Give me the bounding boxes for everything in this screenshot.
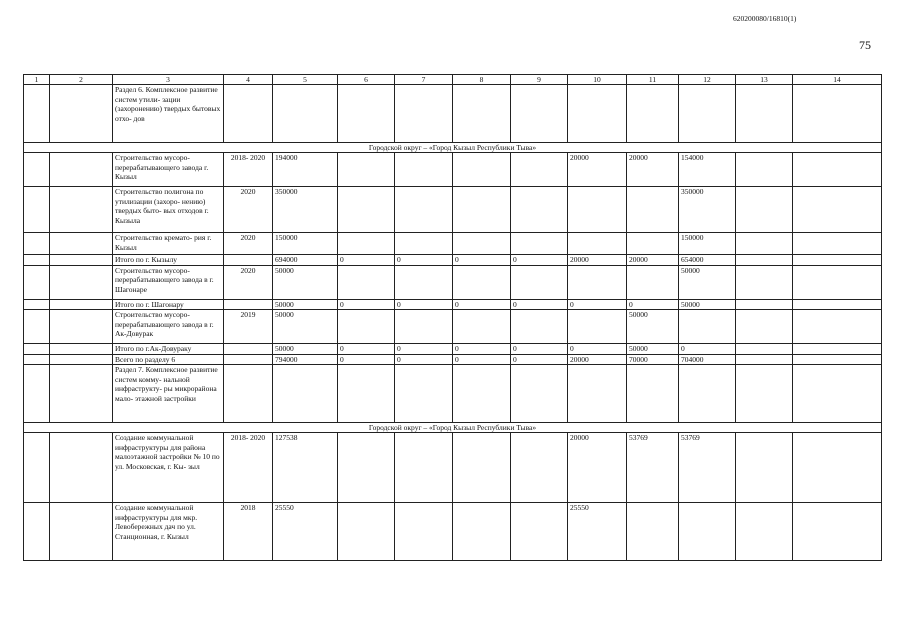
value-cell: 0 bbox=[568, 344, 627, 355]
value-cell: 694000 bbox=[273, 255, 338, 266]
empty-cell bbox=[736, 299, 793, 310]
header-cell: 2 bbox=[50, 75, 113, 85]
value-cell: 154000 bbox=[679, 153, 736, 187]
row-label: Создание коммунальной инфраструктуры для района малоэтажной застройки № 10 по ул. Московская, г. Кы- зыл bbox=[113, 433, 224, 503]
value-cell bbox=[568, 187, 627, 233]
value-cell: 0 bbox=[338, 354, 395, 365]
empty-cell bbox=[338, 365, 395, 423]
header-cell: 6 bbox=[338, 75, 395, 85]
value-cell: 53769 bbox=[679, 433, 736, 503]
value-cell: 0 bbox=[511, 255, 568, 266]
value-cell: 0 bbox=[511, 344, 568, 355]
value-cell bbox=[338, 433, 395, 503]
empty-cell bbox=[50, 344, 113, 355]
empty-cell bbox=[736, 153, 793, 187]
empty-cell bbox=[793, 310, 882, 344]
header-cell: 14 bbox=[793, 75, 882, 85]
table-row bbox=[24, 310, 882, 344]
value-cell: 2018 bbox=[224, 503, 273, 561]
value-cell bbox=[511, 310, 568, 344]
empty-cell bbox=[793, 299, 882, 310]
empty-cell bbox=[24, 85, 50, 143]
row-label: Строительство полигона по утилизации (захоро- нению) твердых быто- вых отходов г. Кызыла bbox=[113, 187, 224, 233]
section-title-row bbox=[24, 85, 882, 143]
value-cell: 50000 bbox=[273, 265, 338, 299]
empty-cell bbox=[50, 85, 113, 143]
empty-cell bbox=[736, 85, 793, 143]
value-cell: 20000 bbox=[627, 255, 679, 266]
value-cell bbox=[568, 265, 627, 299]
value-cell bbox=[453, 187, 511, 233]
value-cell: 654000 bbox=[679, 255, 736, 266]
empty-cell bbox=[627, 85, 679, 143]
empty-cell bbox=[50, 433, 113, 503]
value-cell: 20000 bbox=[568, 433, 627, 503]
empty-cell bbox=[793, 265, 882, 299]
value-cell bbox=[224, 344, 273, 355]
value-cell: 50000 bbox=[679, 265, 736, 299]
value-cell: 0 bbox=[453, 354, 511, 365]
value-cell: 2020 bbox=[224, 233, 273, 255]
value-cell: 0 bbox=[679, 344, 736, 355]
value-cell: 350000 bbox=[679, 187, 736, 233]
header-cell: 10 bbox=[568, 75, 627, 85]
table-row bbox=[24, 299, 882, 310]
value-cell bbox=[338, 233, 395, 255]
value-cell: 0 bbox=[338, 299, 395, 310]
value-cell bbox=[224, 299, 273, 310]
header-cell: 11 bbox=[627, 75, 679, 85]
empty-cell bbox=[24, 310, 50, 344]
value-cell: 50000 bbox=[273, 310, 338, 344]
value-cell bbox=[453, 310, 511, 344]
empty-cell bbox=[736, 265, 793, 299]
empty-cell bbox=[273, 365, 338, 423]
empty-cell bbox=[793, 255, 882, 266]
value-cell bbox=[568, 233, 627, 255]
value-cell bbox=[395, 433, 453, 503]
value-cell: 20000 bbox=[568, 255, 627, 266]
row-label: Всего по разделу 6 bbox=[113, 354, 224, 365]
value-cell: 2018- 2020 bbox=[224, 433, 273, 503]
value-cell: 350000 bbox=[273, 187, 338, 233]
empty-cell bbox=[568, 85, 627, 143]
empty-cell bbox=[736, 433, 793, 503]
empty-cell bbox=[224, 85, 273, 143]
header-cell: 1 bbox=[24, 75, 50, 85]
header-cell: 7 bbox=[395, 75, 453, 85]
value-cell bbox=[511, 187, 568, 233]
empty-cell bbox=[736, 344, 793, 355]
value-cell: 194000 bbox=[273, 153, 338, 187]
header-row bbox=[24, 75, 882, 85]
value-cell bbox=[453, 233, 511, 255]
row-label: Итого по г. Шагонару bbox=[113, 299, 224, 310]
value-cell bbox=[679, 310, 736, 344]
empty-cell bbox=[50, 503, 113, 561]
header-cell: 3 bbox=[113, 75, 224, 85]
table-row bbox=[24, 354, 882, 365]
value-cell: 0 bbox=[395, 354, 453, 365]
value-cell bbox=[453, 503, 511, 561]
empty-cell bbox=[793, 85, 882, 143]
empty-cell bbox=[793, 354, 882, 365]
empty-cell bbox=[453, 365, 511, 423]
value-cell: 20000 bbox=[568, 153, 627, 187]
empty-cell bbox=[793, 153, 882, 187]
value-cell bbox=[338, 310, 395, 344]
empty-cell bbox=[793, 344, 882, 355]
empty-cell bbox=[395, 85, 453, 143]
value-cell bbox=[511, 503, 568, 561]
empty-cell bbox=[453, 85, 511, 143]
district-row bbox=[24, 143, 882, 153]
empty-cell bbox=[338, 85, 395, 143]
empty-cell bbox=[24, 255, 50, 266]
page-number: 75 bbox=[859, 38, 871, 52]
value-cell: 70000 bbox=[627, 354, 679, 365]
value-cell: 0 bbox=[511, 354, 568, 365]
value-cell: 0 bbox=[568, 299, 627, 310]
value-cell: 25550 bbox=[273, 503, 338, 561]
table-row bbox=[24, 265, 882, 299]
value-cell bbox=[627, 503, 679, 561]
value-cell: 50000 bbox=[273, 344, 338, 355]
header-cell: 13 bbox=[736, 75, 793, 85]
value-cell: 53769 bbox=[627, 433, 679, 503]
value-cell bbox=[453, 265, 511, 299]
empty-cell bbox=[679, 85, 736, 143]
value-cell bbox=[338, 187, 395, 233]
row-label: Строительство мусоро- перерабатывающего завода в г. Шагонаре bbox=[113, 265, 224, 299]
table-row bbox=[24, 153, 882, 187]
empty-cell bbox=[24, 365, 50, 423]
value-cell bbox=[679, 503, 736, 561]
value-cell: 150000 bbox=[679, 233, 736, 255]
value-cell: 704000 bbox=[679, 354, 736, 365]
value-cell: 2019 bbox=[224, 310, 273, 344]
empty-cell bbox=[511, 365, 568, 423]
empty-cell bbox=[50, 354, 113, 365]
document-number: 620200080/16810(1) bbox=[733, 14, 797, 23]
header-cell: 5 bbox=[273, 75, 338, 85]
empty-cell bbox=[736, 310, 793, 344]
empty-cell bbox=[50, 265, 113, 299]
value-cell: 0 bbox=[395, 344, 453, 355]
empty-cell bbox=[627, 365, 679, 423]
empty-cell bbox=[736, 187, 793, 233]
table-row bbox=[24, 233, 882, 255]
table-row bbox=[24, 255, 882, 266]
row-label: Строительство мусоро- перерабатывающего завода г. Кызыл bbox=[113, 153, 224, 187]
value-cell: 0 bbox=[453, 299, 511, 310]
value-cell: 20000 bbox=[568, 354, 627, 365]
empty-cell bbox=[24, 187, 50, 233]
value-cell bbox=[395, 233, 453, 255]
value-cell: 0 bbox=[453, 255, 511, 266]
header-cell: 9 bbox=[511, 75, 568, 85]
row-label: Создание коммунальной инфраструктуры для мкр. Левобережных дач по ул. Станционная, г. Кызыл bbox=[113, 503, 224, 561]
value-cell: 20000 bbox=[627, 153, 679, 187]
row-label: Строительство мусоро- перерабатывающего завода в г. Ак-Довурак bbox=[113, 310, 224, 344]
value-cell bbox=[338, 503, 395, 561]
value-cell bbox=[395, 503, 453, 561]
value-cell: 50000 bbox=[627, 344, 679, 355]
row-label: Итого по г.Ак-Довураку bbox=[113, 344, 224, 355]
empty-cell bbox=[24, 233, 50, 255]
value-cell bbox=[338, 153, 395, 187]
value-cell bbox=[511, 153, 568, 187]
empty-cell bbox=[50, 310, 113, 344]
district-heading: Городской округ – «Город Кызыл Республики Тыва» bbox=[24, 423, 882, 433]
value-cell bbox=[511, 233, 568, 255]
header-cell: 12 bbox=[679, 75, 736, 85]
empty-cell bbox=[736, 233, 793, 255]
value-cell bbox=[627, 265, 679, 299]
header-cell: 8 bbox=[453, 75, 511, 85]
value-cell: 0 bbox=[338, 344, 395, 355]
value-cell: 50000 bbox=[679, 299, 736, 310]
value-cell: 2020 bbox=[224, 265, 273, 299]
table-row bbox=[24, 344, 882, 355]
value-cell bbox=[627, 233, 679, 255]
value-cell: 50000 bbox=[273, 299, 338, 310]
empty-cell bbox=[24, 354, 50, 365]
value-cell: 2020 bbox=[224, 187, 273, 233]
district-row bbox=[24, 423, 882, 433]
empty-cell bbox=[793, 433, 882, 503]
empty-cell bbox=[395, 365, 453, 423]
value-cell: 794000 bbox=[273, 354, 338, 365]
table-row bbox=[24, 433, 882, 503]
value-cell: 150000 bbox=[273, 233, 338, 255]
value-cell: 2018- 2020 bbox=[224, 153, 273, 187]
row-label: Строительство кремато- рия г. Кызыл bbox=[113, 233, 224, 255]
value-cell: 0 bbox=[338, 255, 395, 266]
value-cell bbox=[453, 153, 511, 187]
section-title: Раздел 7. Комплексное развитие систем комму- нальной инфраструкту- ры микрорайона мало- этажной застройки bbox=[113, 365, 224, 423]
value-cell bbox=[568, 310, 627, 344]
empty-cell bbox=[273, 85, 338, 143]
empty-cell bbox=[24, 299, 50, 310]
empty-cell bbox=[50, 233, 113, 255]
empty-cell bbox=[679, 365, 736, 423]
row-label: Итого по г. Кызылу bbox=[113, 255, 224, 266]
empty-cell bbox=[511, 85, 568, 143]
value-cell bbox=[511, 433, 568, 503]
empty-cell bbox=[50, 365, 113, 423]
value-cell bbox=[395, 187, 453, 233]
value-cell: 0 bbox=[453, 344, 511, 355]
empty-cell bbox=[736, 354, 793, 365]
empty-cell bbox=[736, 503, 793, 561]
value-cell bbox=[224, 354, 273, 365]
empty-cell bbox=[793, 503, 882, 561]
table-row bbox=[24, 503, 882, 561]
value-cell: 25550 bbox=[568, 503, 627, 561]
empty-cell bbox=[50, 187, 113, 233]
empty-cell bbox=[793, 187, 882, 233]
value-cell: 0 bbox=[395, 299, 453, 310]
section-title: Раздел 6. Комплексное развитие систем утили- зации (захоронению) твердых бытовых отхо- дов bbox=[113, 85, 224, 143]
value-cell bbox=[453, 433, 511, 503]
value-cell bbox=[224, 255, 273, 266]
empty-cell bbox=[24, 153, 50, 187]
district-heading: Городской округ – «Город Кызыл Республики Тыва» bbox=[24, 143, 882, 153]
empty-cell bbox=[50, 299, 113, 310]
value-cell: 0 bbox=[627, 299, 679, 310]
value-cell: 0 bbox=[511, 299, 568, 310]
empty-cell bbox=[793, 233, 882, 255]
value-cell: 0 bbox=[395, 255, 453, 266]
table-row bbox=[24, 187, 882, 233]
value-cell bbox=[395, 153, 453, 187]
empty-cell bbox=[50, 255, 113, 266]
value-cell bbox=[511, 265, 568, 299]
value-cell: 50000 bbox=[627, 310, 679, 344]
value-cell bbox=[627, 187, 679, 233]
section-title-row bbox=[24, 365, 882, 423]
empty-cell bbox=[24, 344, 50, 355]
value-cell bbox=[338, 265, 395, 299]
empty-cell bbox=[50, 153, 113, 187]
empty-cell bbox=[793, 365, 882, 423]
empty-cell bbox=[736, 365, 793, 423]
empty-cell bbox=[568, 365, 627, 423]
header-cell: 4 bbox=[224, 75, 273, 85]
value-cell bbox=[395, 310, 453, 344]
budget-table bbox=[23, 74, 882, 561]
value-cell bbox=[395, 265, 453, 299]
empty-cell bbox=[24, 433, 50, 503]
empty-cell bbox=[736, 255, 793, 266]
empty-cell bbox=[24, 503, 50, 561]
value-cell: 127538 bbox=[273, 433, 338, 503]
empty-cell bbox=[224, 365, 273, 423]
empty-cell bbox=[24, 265, 50, 299]
